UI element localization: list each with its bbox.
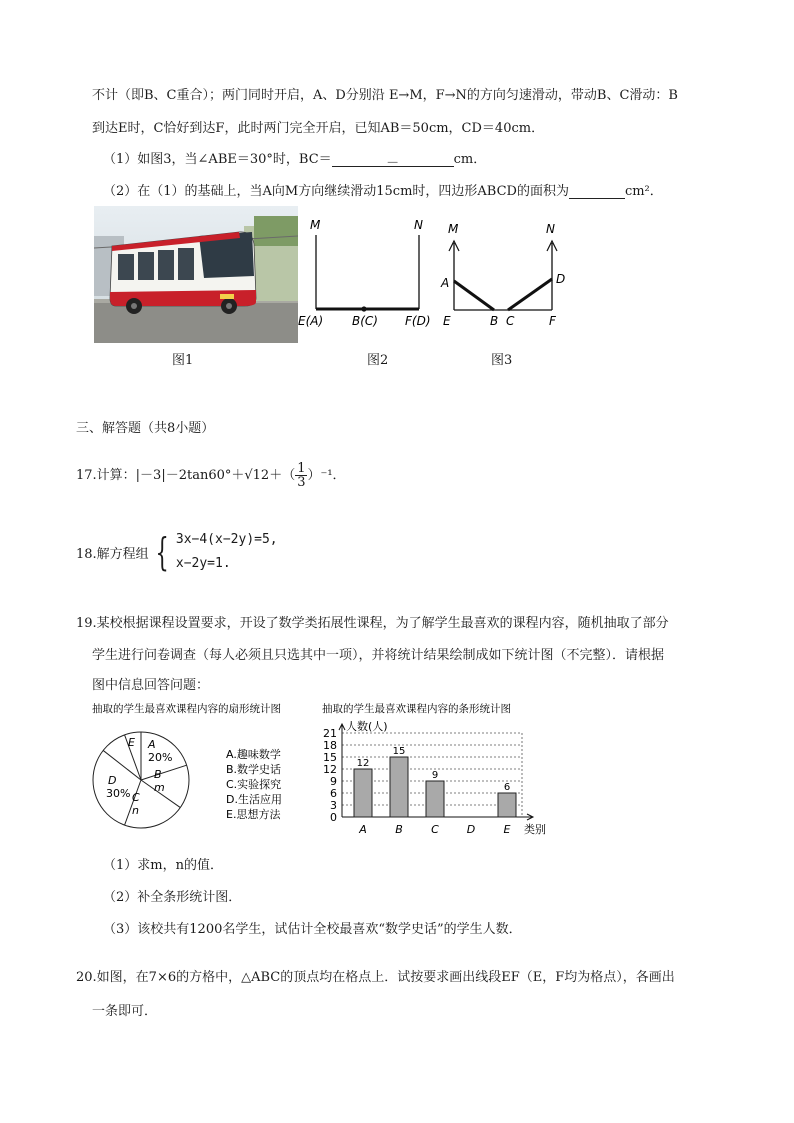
pie-slice-value-D: 30% xyxy=(106,787,131,800)
figure-2-diagram xyxy=(296,215,436,335)
pie-slice-label-A: A xyxy=(148,738,156,751)
bar-y-axis-label: 人数(人) xyxy=(346,720,388,733)
bar-data-label-E: 6 xyxy=(503,782,511,793)
bar-y-tick-label: 6 xyxy=(330,787,337,800)
bar-y-tick-label: 15 xyxy=(323,751,337,764)
q17-prefix: 17.计算：|－3|－2tan60°＋√12＋（ xyxy=(76,468,296,483)
pie-slice-label-E: E xyxy=(128,736,135,749)
bar-x-axis-label: 类别 xyxy=(524,823,546,836)
pie-slice-value-A: 20% xyxy=(148,751,173,764)
blank-mark: － xyxy=(386,156,400,171)
bar-x-tick-label-E: E xyxy=(503,823,511,836)
pie-slice-label-B: B xyxy=(154,768,162,781)
figure-2-svg xyxy=(296,215,436,335)
pie-chart-title: 抽取的学生最喜欢课程内容的扇形统计图 xyxy=(92,703,281,715)
q17-frac-den: 3 xyxy=(297,475,306,490)
bar-chart-title: 抽取的学生最喜欢课程内容的条形统计图 xyxy=(322,703,511,715)
bar-C xyxy=(426,781,444,817)
question-17 xyxy=(76,462,346,489)
q18-equations xyxy=(176,528,278,576)
pie-legend-item: C.实验探究 xyxy=(226,778,282,791)
intro-line-2: 到达E时，C恰好到达F，此时两门完全开启，已知AB＝50cm，CD＝40cm． xyxy=(92,121,545,136)
answer-blank-2 xyxy=(569,184,625,199)
figure-3-svg xyxy=(436,215,576,335)
bar-x-tick-label-D: D xyxy=(466,823,476,836)
fig3-label-C: C xyxy=(506,314,515,328)
bar-chart-svg xyxy=(318,700,558,840)
fig2-label-M: M xyxy=(310,218,321,232)
figure-1-caption: 图1 xyxy=(172,353,194,368)
question-16-part-1 xyxy=(103,148,487,171)
bar-data-label-B: 15 xyxy=(392,746,406,757)
q17-frac-num: 1 xyxy=(297,461,306,476)
bar-y-tick-label: 3 xyxy=(330,799,337,812)
q18-eq1: 3x−4(x−2y)=5, xyxy=(175,532,278,547)
q19-sub-3: （3）该校共有1200名学生，试估计全校最喜欢“数学史话”的学生人数． xyxy=(103,922,522,937)
q20-line-1: 20.如图，在7×6的方格中，△ABC的顶点均在格点上．试按要求画出线段EF（E，F均为格点），各画出 xyxy=(76,970,675,985)
bar-y-tick-label: 21 xyxy=(323,727,337,740)
fig3-label-D: D xyxy=(556,272,566,286)
figure-3-diagram xyxy=(436,215,576,335)
pie-legend-item: E.思想方法 xyxy=(226,808,281,821)
question-18 xyxy=(76,528,278,576)
figure-3-caption: 图3 xyxy=(491,353,513,368)
pie-slice-label-C: C xyxy=(132,791,140,804)
pie-group xyxy=(93,732,189,828)
q18-brace: { xyxy=(155,530,169,574)
bar-x-tick-label-B: B xyxy=(395,823,403,836)
q18-prefix: 18.解方程组 xyxy=(76,546,149,562)
q17-suffix: ）⁻¹． xyxy=(307,468,346,483)
bar-data-label-A: 12 xyxy=(356,758,370,769)
bar-y-tick-label: 9 xyxy=(330,775,337,788)
pie-chart-svg xyxy=(86,700,316,840)
pie-legend-item: B.数学史话 xyxy=(226,763,282,776)
answer-blank-1 xyxy=(332,152,454,171)
q19-sub-1: （1）求m，n的值． xyxy=(103,858,223,873)
q17-fraction xyxy=(295,462,307,489)
q2-prefix: （2）在（1）的基础上，当A向M方向继续滑动15cm时，四边形ABCD的面积为 xyxy=(103,184,569,199)
pie-legend-item: D.生活应用 xyxy=(226,793,282,806)
bar-E xyxy=(498,793,516,817)
fig2-label-BC: B(C) xyxy=(352,314,378,328)
pie-legend xyxy=(226,747,282,821)
fig2-label-EA: E(A) xyxy=(298,314,324,328)
q1-suffix: cm． xyxy=(453,152,487,167)
q19-line-2: 学生进行问卷调查（每人必须且只选其中一项），并将统计结果绘制成如下统计图（不完整）．请根据 xyxy=(92,648,665,663)
question-16-part-2 xyxy=(103,180,663,199)
pie-slice-value-B: m xyxy=(154,781,165,794)
q18-eq2: x−2y=1. xyxy=(175,556,231,571)
fig3-label-N: N xyxy=(546,222,555,236)
bar-y-tick-label: 12 xyxy=(323,763,337,776)
bar-y-tick-label: 0 xyxy=(330,811,337,824)
fig3-label-M: M xyxy=(448,222,459,236)
q2-suffix: cm²． xyxy=(624,184,663,199)
figure-1-bus-photo xyxy=(94,206,298,343)
fig3-label-F: F xyxy=(549,314,556,328)
bar-y-tick-label: 18 xyxy=(323,739,337,752)
fig3-label-A: A xyxy=(441,276,450,290)
pie-slice-label-D: D xyxy=(108,774,117,787)
fig2-label-FD: F(D) xyxy=(405,314,431,328)
q1-prefix: （1）如图3，当∠ABE＝30°时，BC＝ xyxy=(103,152,332,167)
fig2-label-N: N xyxy=(414,218,423,232)
bar-chart-panel xyxy=(318,700,558,840)
q19-line-1: 19.某校根据课程设置要求，开设了数学类拓展性课程，为了解学生最喜欢的课程内容，随机抽取了部分 xyxy=(76,616,669,631)
bar-A xyxy=(354,769,372,817)
bar-x-tick-label-C: C xyxy=(431,823,439,836)
fig3-label-B: B xyxy=(490,314,499,328)
bar-data-label-C: 9 xyxy=(431,770,439,781)
figure-2-caption: 图2 xyxy=(367,353,389,368)
bar-x-tick-label-A: A xyxy=(359,823,367,836)
pie-slice-value-C: n xyxy=(132,804,139,817)
fig3-label-E: E xyxy=(443,314,451,328)
pie-chart-panel xyxy=(86,700,316,840)
intro-line-1: 不计（即B、C重合）；两门同时开启，A、D分别沿 E→M，F→N的方向匀速滑动，带动B、C滑动：B xyxy=(92,88,678,103)
q19-line-3: 图中信息回答问题： xyxy=(92,678,210,693)
q19-sub-2: （2）补全条形统计图． xyxy=(103,890,242,905)
bus-photo-svg xyxy=(94,206,298,343)
q20-line-2: 一条即可． xyxy=(92,1004,158,1019)
pie-legend-item: A.趣味数学 xyxy=(226,748,281,761)
bar-B xyxy=(390,757,408,817)
section-3-title: 三、解答题（共8小题） xyxy=(76,421,215,436)
